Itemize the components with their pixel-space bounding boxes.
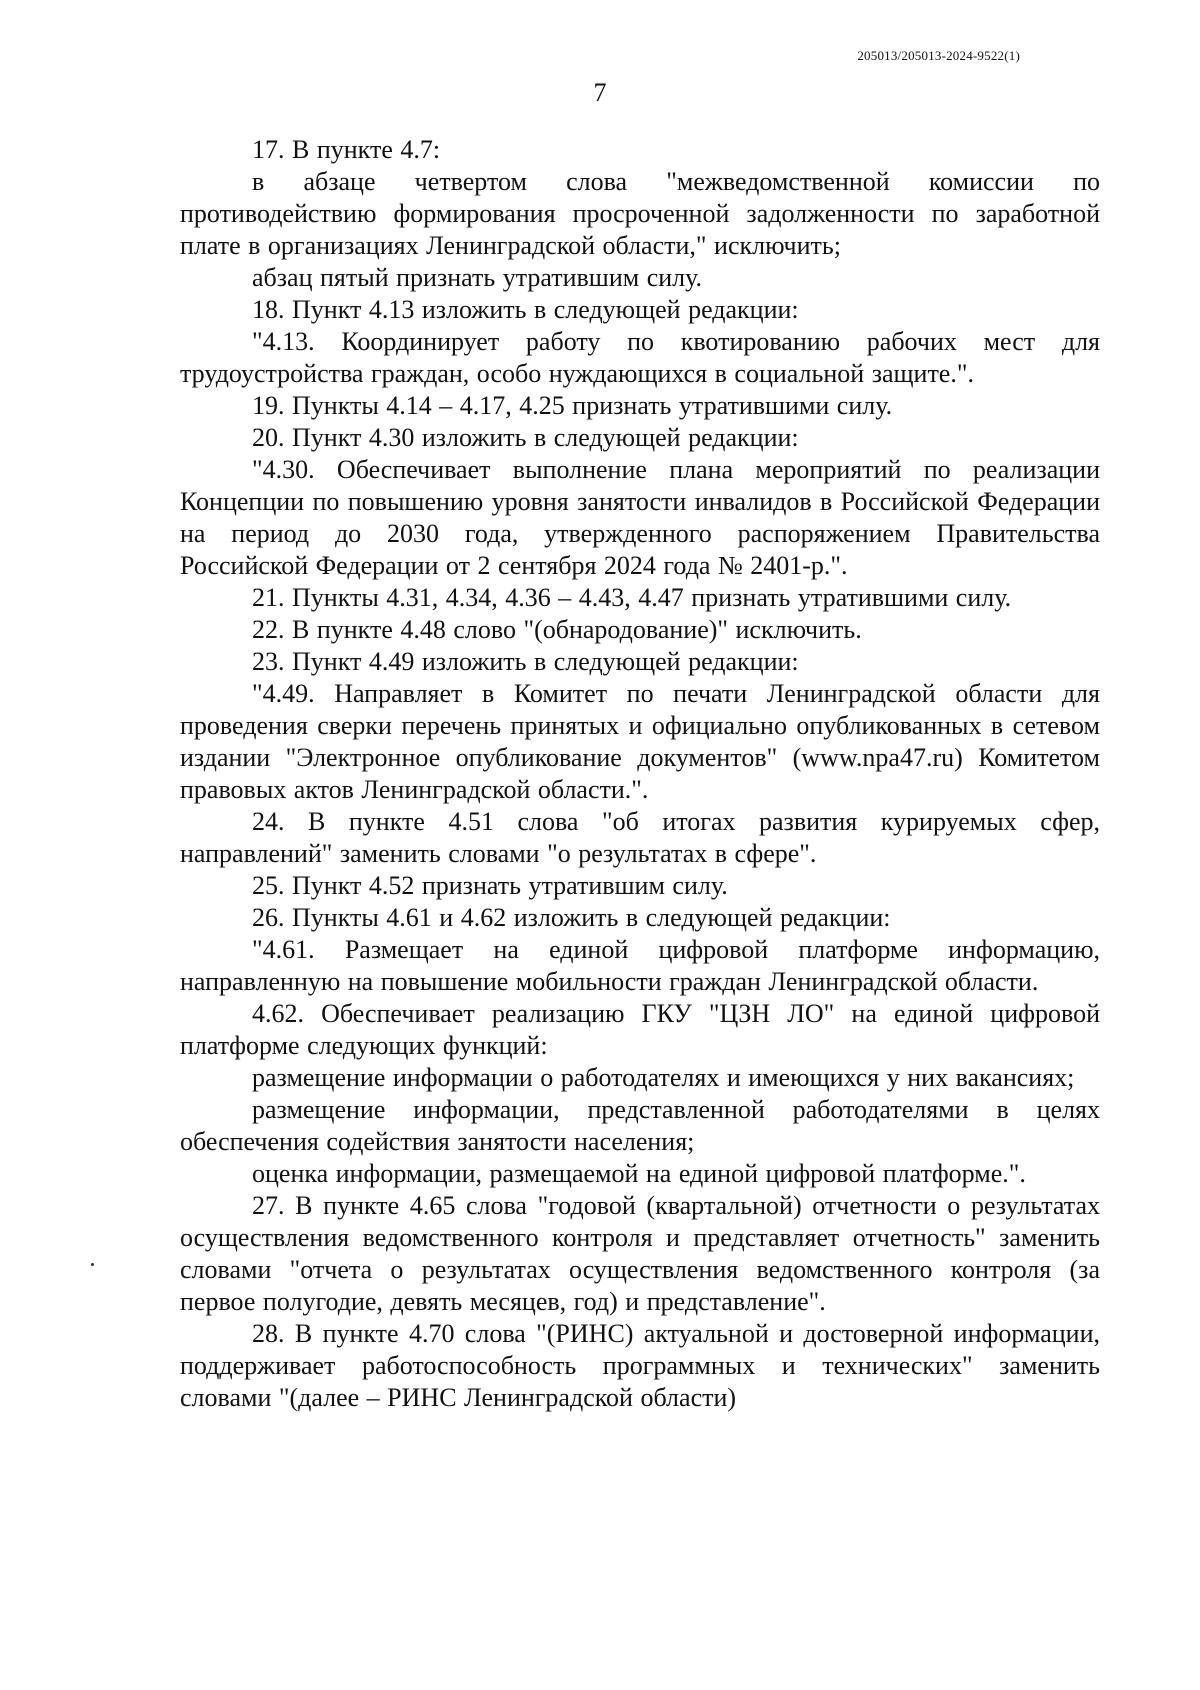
paragraph: 4.62. Обеспечивает реализацию ГКУ "ЦЗН ЛО" на единой цифровой платформе следующих функций: [180, 999, 1100, 1060]
paragraph: 21. Пункты 4.31, 4.34, 4.36 – 4.43, 4.47 признать утратившими силу. [252, 583, 1012, 612]
paragraph: "4.13. Координирует работу по квотированию рабочих мест для трудоустройства граждан, особо нуждающихся в социальной защите.". [180, 327, 1100, 388]
paragraph: 26. Пункты 4.61 и 4.62 изложить в следующей редакции: [252, 903, 891, 932]
paragraph: размещение информации о работодателях и имеющихся у них вакансиях; [252, 1063, 1075, 1092]
paragraph: 22. В пункте 4.48 слово "(обнародование)" исключить. [252, 615, 862, 644]
paragraph: "4.49. Направляет в Комитет по печати Ленинградской области для проведения сверки перечень принятых и официально опубликованных в сетевом издании "Электронное опубликование документов" (www.npa47.ru) Комитетом правовых актов Ленинградской области.". [180, 679, 1100, 804]
scan-speck [91, 1263, 94, 1266]
page-number: 7 [593, 78, 607, 107]
paragraph: "4.30. Обеспечивает выполнение плана мероприятий по реализации Концепции по повышению уровня занятости инвалидов в Российской Федерации на период до 2030 года, утвержденного распоряжением Правительства Российской Федерации от 2 сентября 2024 года № 2401-р.". [180, 455, 1100, 580]
document-id: 205013/205013-2024-9522(1) [857, 48, 1020, 63]
paragraph: абзац пятый признать утратившим силу. [252, 263, 703, 292]
paragraph: 27. В пункте 4.65 слова "годовой (квартальной) отчетности о результатах осуществления ведомственного контроля и представляет отчетность" заменить словами "отчета о результатах осуществления ведомственного контроля (за первое полугодие, девять месяцев, год) и представление". [180, 1191, 1100, 1316]
paragraph: 25. Пункт 4.52 признать утратившим силу. [252, 871, 728, 900]
paragraph: 20. Пункт 4.30 изложить в следующей редакции: [252, 423, 799, 452]
paragraph: 28. В пункте 4.70 слова "(РИНС) актуальной и достоверной информации, поддерживает работоспособность программных и технических" заменить словами "(далее – РИНС Ленинградской области) [180, 1319, 1100, 1412]
paragraph: 24. В пункте 4.51 слова "об итогах развития курируемых сфер, направлений" заменить словами "о результатах в сфере". [180, 807, 1100, 868]
paragraph: 17. В пункте 4.7: [252, 135, 441, 164]
paragraph: размещение информации, представленной работодателями в целях обеспечения содействия занятости населения; [180, 1095, 1100, 1156]
paragraph: в абзаце четвертом слова "межведомственной комиссии по противодействию формирования просроченной задолженности по заработной плате в организациях Ленинградской области," исключить; [180, 167, 1100, 260]
paragraph: оценка информации, размещаемой на единой цифровой платформе.". [252, 1159, 1026, 1188]
document-body [180, 134, 1100, 1414]
paragraph: 19. Пункты 4.14 – 4.17, 4.25 признать утратившими силу. [252, 391, 893, 420]
paragraph: 18. Пункт 4.13 изложить в следующей редакции: [252, 295, 799, 324]
paragraph: "4.61. Размещает на единой цифровой платформе информацию, направленную на повышение мобильности граждан Ленинградской области. [180, 935, 1100, 996]
paragraph: 23. Пункт 4.49 изложить в следующей редакции: [252, 647, 799, 676]
